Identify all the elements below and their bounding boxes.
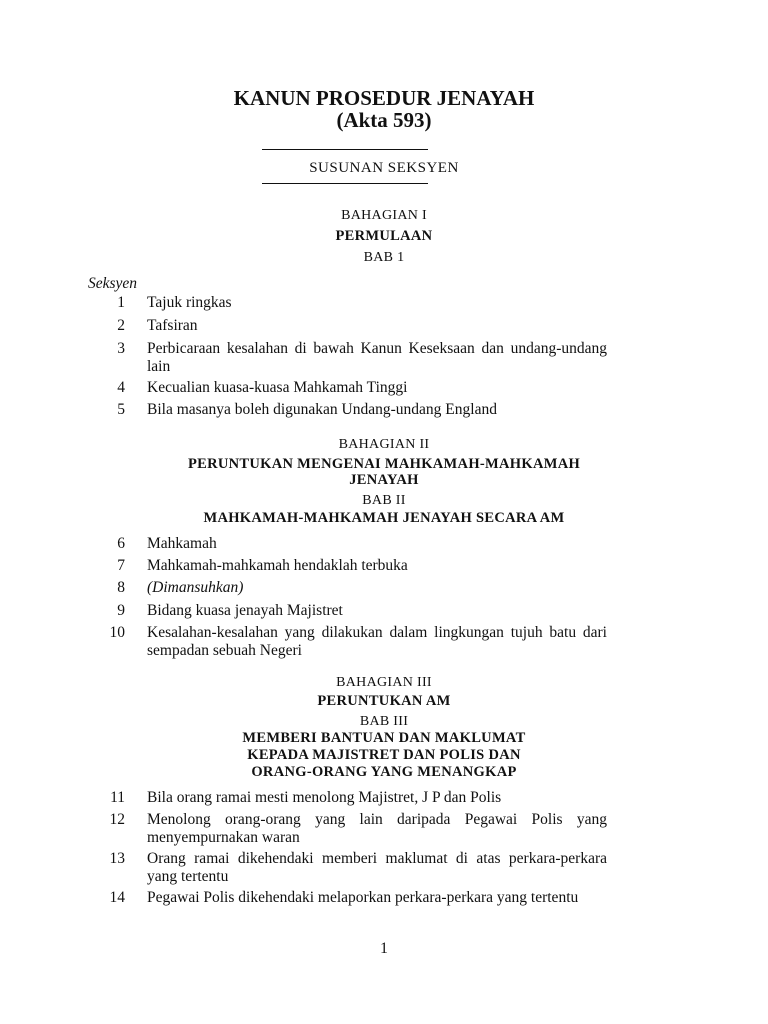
section-title: Bidang kuasa jenayah Majistret	[147, 602, 343, 619]
section-number: 3	[117, 340, 125, 357]
part-2-title-line-1: PERUNTUKAN MENGENAI MAHKAMAH-MAHKAMAH	[187, 456, 581, 472]
chapter-1-label: BAB 1	[363, 250, 405, 265]
part-2-title-line-2: JENAYAH	[349, 472, 419, 488]
section-title: Menolong orang-orang yang lain daripada Pegawai Polis yang menyempurnakan waran	[147, 811, 607, 846]
section-number: 4	[117, 379, 125, 396]
page-number: 1	[380, 940, 388, 957]
section-number: 10	[109, 624, 125, 641]
document-title: KANUN PROSEDUR JENAYAH	[233, 86, 535, 110]
section-title: Orang ramai dikehendaki memberi maklumat di atas perkara-perkara yang tertentu	[147, 850, 607, 885]
section-number: 1	[117, 294, 125, 311]
chapter-2-title: MAHKAMAH-MAHKAMAH JENAYAH SECARA AM	[203, 510, 565, 526]
chapter-3-title-line-3: ORANG-ORANG YANG MENANGKAP	[251, 764, 517, 780]
section-title: Kesalahan-kesalahan yang dilakukan dalam lingkungan tujuh batu dari sempadan sebuah Negeri	[147, 624, 607, 659]
act-number: (Akta 593)	[336, 108, 432, 132]
part-1-title: PERMULAAN	[335, 228, 433, 244]
section-title: Kecualian kuasa-kuasa Mahkamah Tinggi	[147, 379, 408, 396]
part-3-label: BAHAGIAN III	[336, 675, 432, 690]
part-2-label: BAHAGIAN II	[338, 437, 430, 452]
bottom-rule	[262, 183, 428, 184]
arrangement-heading: SUSUNAN SEKSYEN	[309, 160, 459, 176]
section-title: Perbicaraan kesalahan di bawah Kanun Keseksaan dan undang-undang lain	[147, 340, 607, 375]
chapter-3-title-line-2: KEPADA MAJISTRET DAN POLIS DAN	[247, 747, 521, 763]
section-number: 7	[117, 557, 125, 574]
chapter-3-label: BAB III	[359, 714, 409, 729]
section-title: Tafsiran	[147, 317, 198, 334]
section-title: Mahkamah-mahkamah hendaklah terbuka	[147, 557, 408, 574]
section-number: 8	[117, 579, 125, 596]
chapter-3-title-line-1: MEMBERI BANTUAN DAN MAKLUMAT	[242, 730, 526, 746]
section-number: 14	[109, 889, 125, 906]
top-rule	[262, 149, 428, 150]
section-number: 9	[117, 602, 125, 619]
chapter-2-label: BAB II	[362, 493, 406, 508]
section-number: 2	[117, 317, 125, 334]
section-title: Pegawai Polis dikehendaki melaporkan perkara-perkara yang tertentu	[147, 889, 579, 906]
section-number: 13	[109, 850, 125, 867]
section-title: Bila orang ramai mesti menolong Majistret, J P dan Polis	[147, 789, 502, 806]
section-title: Tajuk ringkas	[147, 294, 232, 311]
section-number: 12	[109, 811, 125, 828]
section-number: 6	[117, 535, 125, 552]
section-number: 5	[117, 401, 125, 418]
section-title: (Dimansuhkan)	[147, 579, 244, 596]
section-title: Mahkamah	[147, 535, 217, 552]
seksyen-label: Seksyen	[88, 275, 138, 292]
part-3-title: PERUNTUKAN AM	[317, 693, 451, 709]
section-number: 11	[110, 789, 125, 806]
section-title: Bila masanya boleh digunakan Undang-undang England	[147, 401, 497, 418]
part-1-label: BAHAGIAN I	[341, 208, 427, 223]
